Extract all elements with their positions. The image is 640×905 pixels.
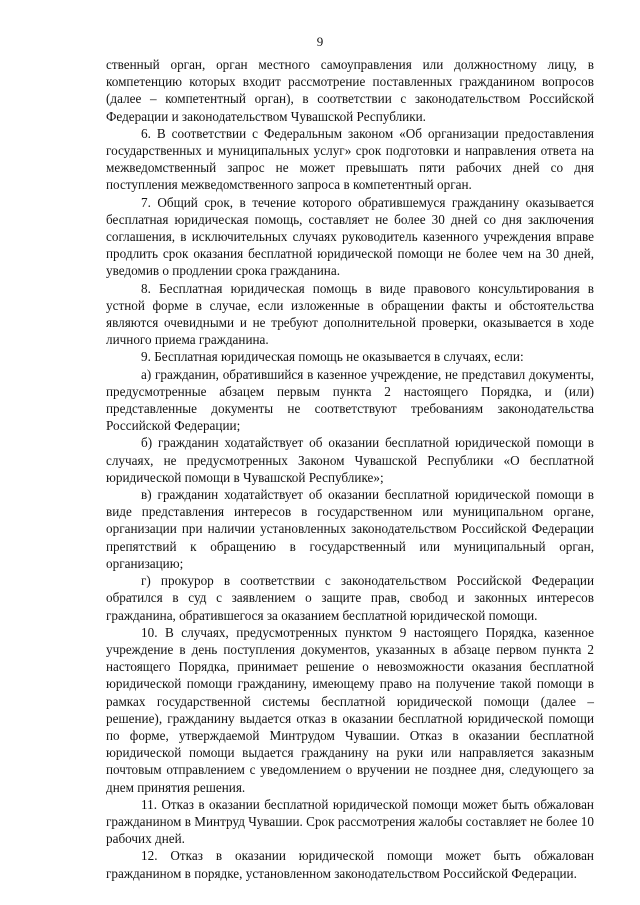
paragraph-10: 10. В случаях, предусмотренных пунктом 9 настоящего Порядка, казенное учреждение в день поступления документов, указанных в абзаце первом пункта 2 настоящего Порядка, принимает решение о невозможности оказания бесплатной юридической помощи гражданину, имеющему право на получение такой помощи в рамках государственной системы бесплатной юридической помощи (далее – решение), гражданину выдается отказ в оказании бесплатной юридической помощи по форме, утверждаемой Минтрудом Чувашии. Отказ в оказании бесплатной юридической помощи выдается гражданину на руки или направляется заказным почтовым отправлением с уведомлением о вручении не позднее дня, следующего за днем принятия решения. — [106, 624, 594, 795]
paragraph-9-b: б) гражданин ходатайствует об оказании бесплатной юридической помощи в случаях, не предусмотренных Законом Чувашской Республики «О бесплатной юридической помощи в Чувашской Республике»; — [106, 435, 594, 485]
paragraph-12: 12. Отказ в оказании юридической помощи может быть обжалован гражданином в порядке, установленном законодательством Российской Федерации. — [106, 848, 594, 881]
paragraph-9-g: г) прокурор в соответствии с законодательством Российской Федерации обратился в суд с заявлением о защите прав, свобод и законных интересов гражданина, обратившегося за оказанием бесплатной юридической помощи. — [106, 573, 594, 623]
paragraph-6: 6. В соответствии с Федеральным законом «Об организации предоставления государственных и муниципальных услуг» срок подготовки и направления ответа на межведомственный запрос не может превышать пяти рабочих дней со дня поступления межведомственного запроса в компетентный орган. — [106, 125, 594, 193]
paragraph-7: 7. Общий срок, в течение которого обратившемуся гражданину оказывается бесплатная юридическая помощь, составляет не более 30 дней со дня заключения соглашения, в исключительных случаях руководитель казенного учреждения вправе продлить срок оказания бесплатной юридической помощи не более чем на 30 дней, уведомив о продлении срока гражданина. — [106, 194, 594, 279]
page-number: 9 — [316, 34, 324, 49]
paragraph-9-a: а) гражданин, обратившийся в казенное учреждение, не представил документы, предусмотренные абзацем первым пункта 2 настоящего Порядка, и (или) представленные документы не соответствуют требованиям законодательства Российской Федерации; — [106, 366, 594, 434]
paragraph-9: 9. Бесплатная юридическая помощь не оказывается в случаях, если: — [141, 349, 524, 365]
document-body — [106, 56, 594, 882]
paragraph-continuation: ственный орган, орган местного самоуправления или должностному лицу, в компетенцию которых входит рассмотрение поставленных гражданином вопросов (далее – компетентный орган), в соответствии с законодательством Российской Федерации и законодательством Чувашской Республики. — [106, 57, 594, 124]
paragraph-11: 11. Отказ в оказании бесплатной юридической помощи может быть обжалован гражданином в Минтруд Чувашии. Срок рассмотрения жалобы составляет не более 10 рабочих дней. — [106, 796, 594, 847]
paragraph-8: 8. Бесплатная юридическая помощь в виде правового консультирования в устной форме в случае, если изложенные в обращении факты и обстоятельства являются очевидными и не требуют дополнительной проверки, оказывается в ходе личного приема гражданина. — [106, 280, 594, 348]
paragraph-9-v: в) гражданин ходатайствует об оказании бесплатной юридической помощи в виде представления интересов в государственном или муниципальном органе, организации при наличии установленных законодательством Российской Федерации препятствий к обращению в государственный или муниципальный орган, организацию; — [106, 487, 594, 571]
